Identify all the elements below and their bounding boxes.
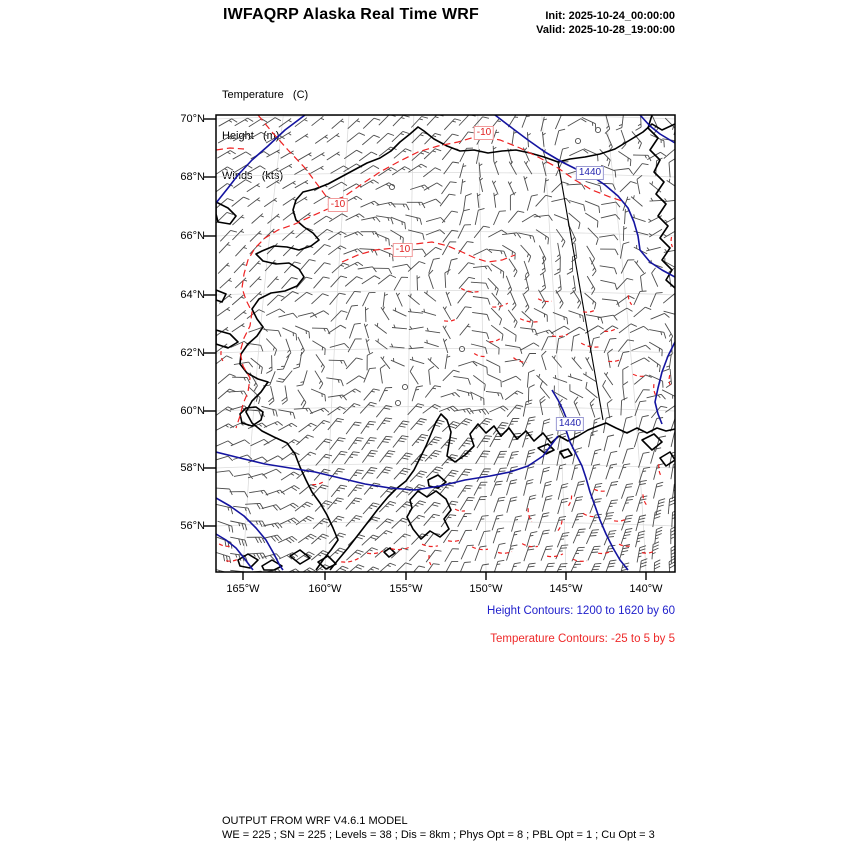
legend-temperature: Temperature (C)	[222, 89, 309, 101]
calm-wind-marker	[575, 138, 580, 143]
lon-tick-label: 160°W	[308, 583, 342, 595]
lat-tick-label: 66°N	[180, 230, 205, 242]
calm-wind-marker	[459, 346, 464, 351]
lon-tick-label: 165°W	[226, 583, 260, 595]
temperature-contour-label: -10	[393, 243, 413, 257]
lat-tick-label: 56°N	[180, 520, 205, 532]
lat-tick-label: 58°N	[180, 462, 205, 474]
height-contour-label: 1440	[576, 166, 604, 180]
lat-tick-label: 62°N	[180, 347, 205, 359]
legend-winds: Winds (kts)	[222, 170, 284, 182]
lat-tick-label: 70°N	[180, 113, 205, 125]
init-time: Init: 2025-10-24_00:00:00	[545, 10, 675, 22]
valid-time: Valid: 2025-10-28_19:00:00	[536, 24, 675, 36]
lat-tick-label: 64°N	[180, 289, 205, 301]
lat-tick-label: 68°N	[180, 171, 205, 183]
temperature-contour-note: Temperature Contours: -25 to 5 by 5	[490, 633, 675, 645]
lon-tick-label: 150°W	[469, 583, 503, 595]
footer-model-line: OUTPUT FROM WRF V4.6.1 MODEL	[222, 815, 408, 827]
page-title: IWFAQRP Alaska Real Time WRF	[222, 6, 480, 23]
footer-config-line: WE = 225 ; SN = 225 ; Levels = 38 ; Dis = 8km ; Phys Opt = 8 ; PBL Opt = 1 ; Cu Opt = 3	[222, 829, 655, 841]
lat-tick-label: 60°N	[180, 405, 205, 417]
legend-height: Height (m)	[222, 129, 280, 142]
wind-barbs	[214, 112, 684, 579]
map-graphics	[214, 112, 684, 579]
temperature-contour-label: -10	[328, 198, 348, 212]
lon-tick-label: 155°W	[389, 583, 423, 595]
height-contour-note: Height Contours: 1200 to 1620 by 60	[487, 605, 675, 617]
calm-wind-marker	[402, 384, 407, 389]
height-contour-label: 1440	[556, 417, 584, 431]
temperature-contour-label: -10	[474, 126, 494, 140]
model-footer	[222, 814, 655, 842]
axis-ticks	[204, 119, 646, 580]
calm-wind-marker	[395, 400, 400, 405]
lon-tick-label: 140°W	[629, 583, 663, 595]
lon-tick-label: 145°W	[549, 583, 583, 595]
